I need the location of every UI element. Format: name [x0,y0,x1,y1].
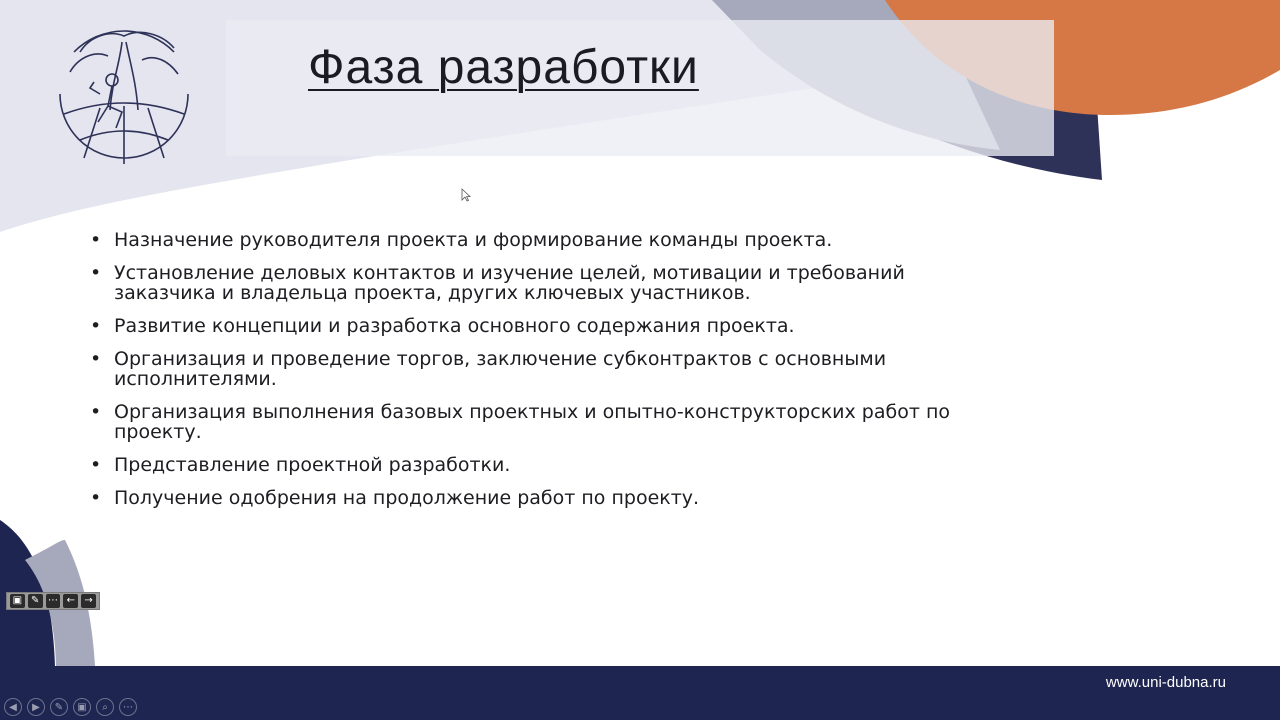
website-url: www.uni-dubna.ru [1105,674,1226,691]
pen-icon[interactable]: ✎ [28,594,43,608]
zoom-icon[interactable]: ⌕ [96,698,114,716]
footer-bar [0,666,1280,720]
more-icon[interactable]: ⋯ [119,698,137,716]
bullet-list [90,230,990,521]
bullet-item: • Организация выполнения базовых проектных и опытно-конструкторских работ по проекту. [90,402,990,442]
next-arrow-icon[interactable]: → [81,594,96,608]
slides-icon[interactable]: ▣ [73,698,91,716]
bullet-item: • Получение одобрения на продолжение работ по проекту. [90,488,990,508]
slide-nav-toolbar [6,592,100,610]
menu-icon[interactable]: ⋯ [46,594,61,608]
pen-icon[interactable]: ✎ [50,698,68,716]
bullet-item: • Организация и проведение торгов, заключение субконтрактов с основными исполнителями. [90,349,990,389]
bullet-item: • Установление деловых контактов и изучение целей, мотивации и требований заказчика и владельца проекта, других ключевых участников. [90,263,990,303]
presenter-controls [4,698,137,716]
bullet-item: • Назначение руководителя проекта и формирование команды проекта. [90,230,990,250]
bullet-item: • Развитие концепции и разработка основного содержания проекта. [90,316,990,336]
bullet-item: • Представление проектной разработки. [90,455,990,475]
university-logo-icon [50,22,198,168]
mouse-cursor-icon [461,188,471,202]
next-icon[interactable]: ▶ [27,698,45,716]
previous-arrow-icon[interactable]: ← [63,594,78,608]
slide-picker-icon[interactable]: ▣ [10,594,25,608]
previous-icon[interactable]: ◀ [4,698,22,716]
slide-title: Фаза разработки [308,41,699,94]
